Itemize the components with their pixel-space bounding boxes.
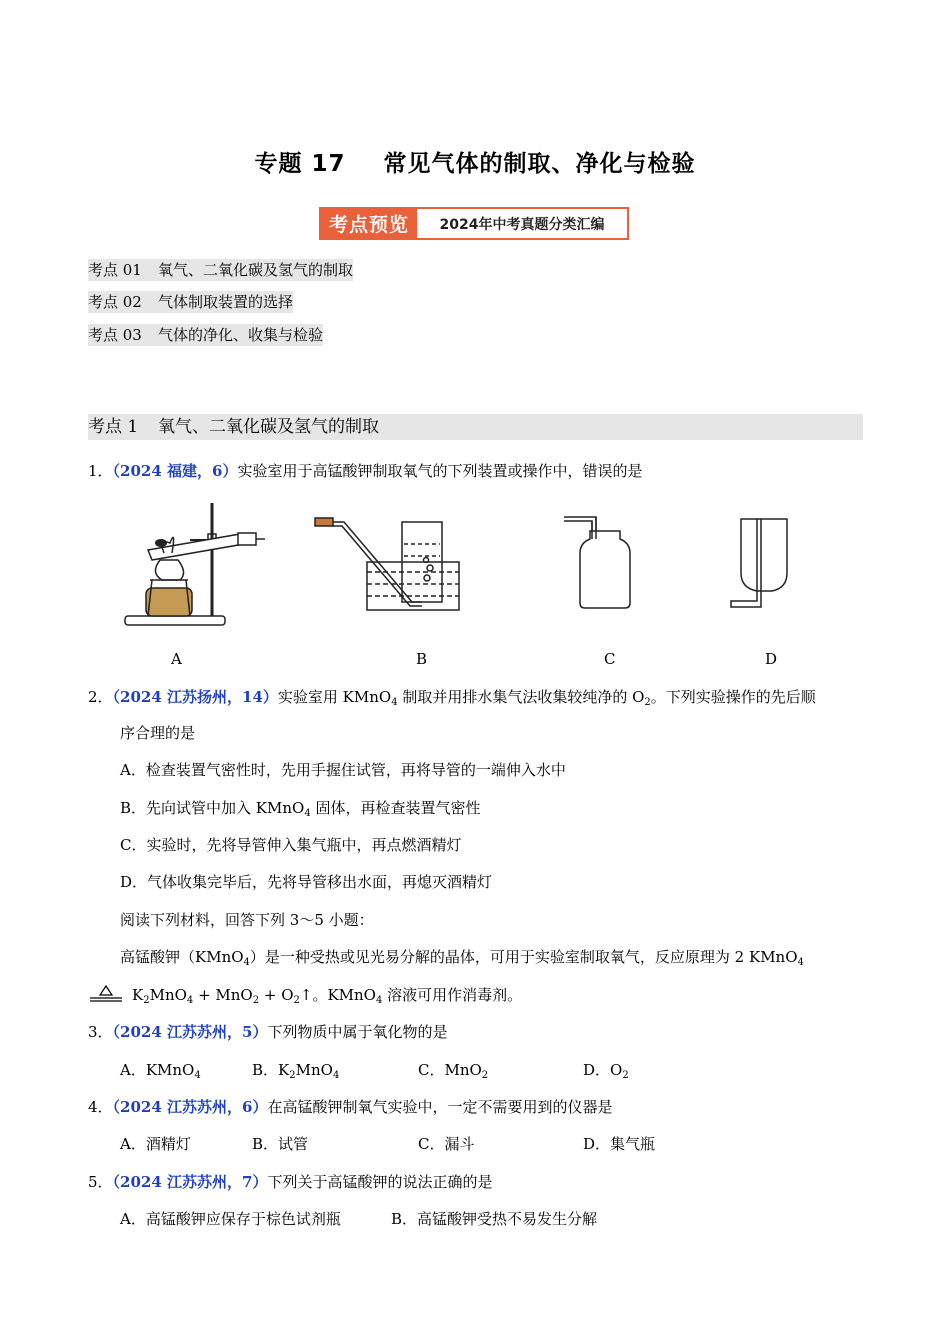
heat-triangle-icon	[88, 984, 124, 1004]
q2-option-d: D．气体收集完毕后，先将导管移出水面，再熄灭酒精灯	[120, 873, 493, 891]
title-number: 专题 17	[254, 151, 346, 177]
q4-option-c: C．漏斗	[418, 1135, 475, 1153]
q2-option-a: A．检查装置气密性时，先用手握住试管，再将导管的一端伸入水中	[120, 761, 566, 779]
q4-option-a: A．酒精灯	[120, 1135, 191, 1153]
figure-label-b: B	[416, 650, 428, 668]
question-5: 5．（2024 江苏苏州，7）下列关于高锰酸钾的说法正确的是	[88, 1173, 493, 1191]
question-2: 2．（2024 江苏扬州，14）实验室用 KMnO$_4$ 制取并用排水集气法收集较纯净的 $O_2$。下列实验操作的先后顺	[88, 688, 816, 708]
question-source: （2024 江苏苏州，6）	[112, 1098, 268, 1116]
question-4: 4．（2024 江苏苏州，6）在高锰酸钾制氧气实验中，一定不需要用到的仪器是	[88, 1098, 613, 1116]
title-text: 常见气体的制取、净化与检验	[383, 151, 696, 177]
q3-option-c: C．MnO$_2$	[418, 1061, 489, 1081]
apparatus-c-gas-bottle	[560, 513, 635, 611]
q4-option-b: B．试管	[252, 1135, 309, 1153]
question-2-line-2: 序合理的是	[120, 724, 196, 742]
badge-subtitle: 2024年中考真题分类汇编	[439, 216, 605, 233]
figure-label-d: D	[765, 650, 778, 668]
question-source: （2024 江苏苏州，7）	[112, 1173, 268, 1191]
q2-option-b: B．先向试管中加入 KMnO$_4$ 固体，再检查装置气密性	[120, 799, 481, 819]
question-1: 1．（2024 福建，6）实验室用于高锰酸钾制取氧气的下列装置或操作中，错误的是	[88, 462, 643, 480]
material-paragraph: 高锰酸钾（KMnO$_4$）是一种受热或见光易分解的晶体，可用于实验室制取氧气，反应原理为 2 KMnO$_4$	[120, 948, 804, 968]
apparatus-d-gas-container	[727, 513, 797, 611]
preview-badge	[319, 207, 629, 240]
q5-option-a: A．高锰酸钾应保存于棕色试剂瓶	[120, 1210, 341, 1228]
question-source: （2024 江苏苏州，5）	[112, 1023, 268, 1041]
figure-label-a: A	[171, 650, 182, 668]
apparatus-a-heating-setup	[120, 498, 265, 633]
q2-option-c: C．实验时，先将导管伸入集气瓶中，再点燃酒精灯	[120, 836, 462, 854]
q3-option-a: A．KMnO$_4$	[120, 1061, 201, 1081]
q5-option-b: B．高锰酸钾受热不易发生分解	[391, 1210, 598, 1228]
badge-label: 考点预览	[321, 209, 417, 238]
figure-label-c: C	[604, 650, 616, 668]
q3-option-b: B．$K_2MnO_4$	[252, 1061, 340, 1081]
q4-option-d: D．集气瓶	[583, 1135, 656, 1153]
apparatus-b-water-collection	[312, 512, 462, 612]
toc-item-3[interactable]: 考点 03 气体的净化、收集与检验	[88, 326, 324, 344]
material-equation: $K_2MnO_4 + MnO_2$ + $O_2↑$。KMnO$_4$ 溶液可用作消毒剂。	[132, 986, 523, 1006]
section-heading: 考点 1 氧气、二氧化碳及氢气的制取	[88, 414, 863, 440]
question-source: （2024 江苏扬州，14）	[112, 688, 278, 706]
toc-item-1[interactable]: 考点 01 氧气、二氧化碳及氢气的制取	[88, 261, 354, 279]
material-intro: 阅读下列材料，回答下列 3～5 小题：	[120, 911, 374, 929]
question-source: （2024 福建，6）	[112, 462, 238, 480]
toc-item-2[interactable]: 考点 02 气体制取装置的选择	[88, 293, 294, 311]
q3-option-d: D．$O_2$	[583, 1061, 629, 1081]
question-3: 3．（2024 江苏苏州，5）下列物质中属于氧化物的是	[88, 1023, 448, 1041]
page-title	[0, 145, 950, 178]
